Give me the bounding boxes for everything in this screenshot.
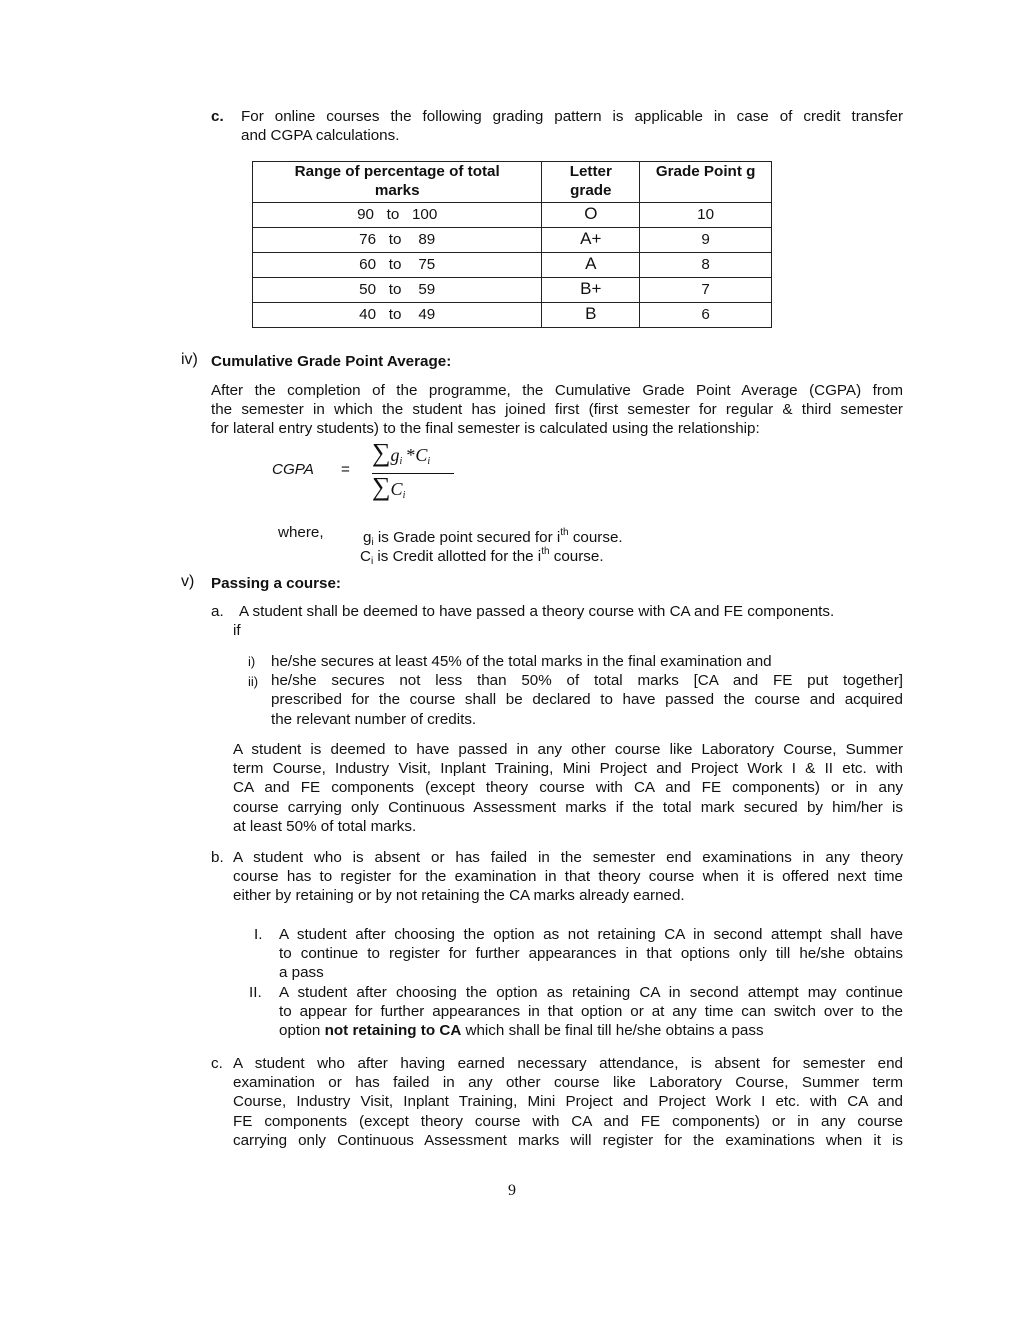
point-cell: 6 [640, 303, 772, 328]
roman-item-2-line-2: to appear for further appearances in that option or at any time can switch over to the [279, 1003, 903, 1020]
header-range: Range of percentage of total marks [253, 162, 542, 203]
item-c-line-1: A student who after having earned necessary attendance, is absent for semester end [233, 1055, 903, 1072]
sub-item-ii-line-2: prescribed for the course shall be declared to have passed the course and acquired [271, 691, 903, 708]
range-cell: 50 to 59 [253, 278, 542, 303]
point-cell: 10 [640, 203, 772, 228]
roman-item-1-label: I. [254, 926, 263, 943]
sub-item-ii-line-3: the relevant number of credits. [271, 711, 477, 728]
roman-item-1-line-1: A student after choosing the option as not retaining CA in second attempt shall have [279, 926, 903, 943]
point-cell: 7 [640, 278, 772, 303]
section-iv-para-line-3: for lateral entry students) to the final semester is calculated using the relationship: [211, 420, 760, 437]
other-para-line-1: A student is deemed to have passed in any other course like Laboratory Course, Summer [233, 741, 903, 758]
where-c-definition: $C_i$ is Credit allotted for the $i^{th}$ course. [360, 546, 604, 567]
section-c-label: c. [211, 108, 224, 125]
other-para-line-5: at least 50% of total marks. [233, 818, 417, 835]
sub-item-i-label: i) [248, 654, 256, 669]
range-cell: 76 to 89 [253, 228, 542, 253]
item-a-line-2: if [233, 622, 241, 639]
item-c-line-2: examination or has failed in any other course like Laboratory Course, Summer term [233, 1074, 903, 1091]
point-cell: 9 [640, 228, 772, 253]
formula-denominator: $\sum C_i$ [372, 472, 406, 501]
grade-table [252, 161, 772, 328]
roman-item-1-line-2: to continue to register for further appearances in that options only till he/she obtains [279, 945, 903, 962]
other-para-line-3: CA and FE components (except theory course with CA and FE components) or in any [233, 779, 903, 796]
item-a-label: a. [211, 603, 224, 620]
sub-item-i-line-1: he/she secures at least 45% of the total marks in the final examination and [271, 653, 772, 670]
range-cell: 90 to 100 [253, 203, 542, 228]
item-a-line-1: A student shall be deemed to have passed a theory course with CA and FE components. [239, 603, 835, 620]
letter-cell: B [542, 303, 640, 328]
sub-item-ii-label: ii) [248, 674, 259, 689]
item-b-label: b. [211, 849, 224, 866]
formula-equals: = [341, 461, 350, 478]
header-letter: Letter grade [542, 162, 640, 203]
header-grade-point: Grade Point g [640, 162, 772, 203]
item-c-label: c. [211, 1055, 223, 1072]
section-iv-label: iv) [181, 351, 198, 368]
range-cell: 60 to 75 [253, 253, 542, 278]
point-cell: 8 [640, 253, 772, 278]
grade-table-header-row [253, 162, 772, 203]
item-c-line-5: carrying only Continuous Assessment marks will register for the examinations when it is [233, 1132, 903, 1149]
sub-item-ii-line-1: he/she secures not less than 50% of total marks [CA and FE put together] [271, 672, 903, 689]
roman-item-2-label: II. [249, 984, 262, 1001]
section-c-line-2: and CGPA calculations. [241, 127, 400, 144]
roman-item-1-line-3: a pass [279, 964, 324, 981]
table-row [253, 303, 772, 328]
roman-item-2-line-1: A student after choosing the option as retaining CA in second attempt may continue [279, 984, 903, 1001]
letter-cell: A [542, 253, 640, 278]
formula-numerator: $\sum g_i$ $*C_i$ [372, 438, 431, 467]
item-b-line-1: A student who is absent or has failed in the semester end examinations in any theory [233, 849, 903, 866]
section-c-line-1: For online courses the following grading pattern is applicable in case of credit transfer [241, 108, 903, 125]
section-iv-para-line-1: After the completion of the programme, the Cumulative Grade Point Average (CGPA) from [211, 382, 903, 399]
table-row [253, 228, 772, 253]
range-cell: 40 to 49 [253, 303, 542, 328]
other-para-line-2: term Course, Industry Visit, Inplant Training, Mini Project and Project Work I & II etc. with [233, 760, 903, 777]
item-b-line-2: course has to register for the examination in that theory course when it is offered next time [233, 868, 903, 885]
section-iv-heading: Cumulative Grade Point Average: [211, 353, 452, 370]
letter-cell: O [542, 203, 640, 228]
letter-cell: B+ [542, 278, 640, 303]
roman-item-2-line-3: option not retaining to CA which shall be final till he/she obtains a pass [279, 1022, 764, 1039]
page-number: 9 [508, 1182, 516, 1199]
letter-cell: A+ [542, 228, 640, 253]
other-para-line-4: course carrying only Continuous Assessment marks if the total mark secured by him/her is [233, 799, 903, 816]
where-label: where, [278, 524, 324, 541]
where-g-definition: $g_i$ is Grade point secured for $i^{th}$ course. [363, 527, 623, 548]
table-row [253, 278, 772, 303]
section-v-label: v) [181, 573, 195, 590]
table-row [253, 253, 772, 278]
item-c-line-4: FE components (except theory course with CA and FE components) or in any course [233, 1113, 903, 1130]
item-b-line-3: either by retaining or by not retaining the CA marks already earned. [233, 887, 685, 904]
section-iv-para-line-2: the semester in which the student has joined first (first semester for regular & third semester [211, 401, 903, 418]
formula-lhs: CGPA [272, 461, 314, 478]
item-c-line-3: Course, Industry Visit, Inplant Training, Mini Project and Project Work I etc. with CA and [233, 1093, 903, 1110]
section-v-heading: Passing a course: [211, 575, 341, 592]
table-row [253, 203, 772, 228]
